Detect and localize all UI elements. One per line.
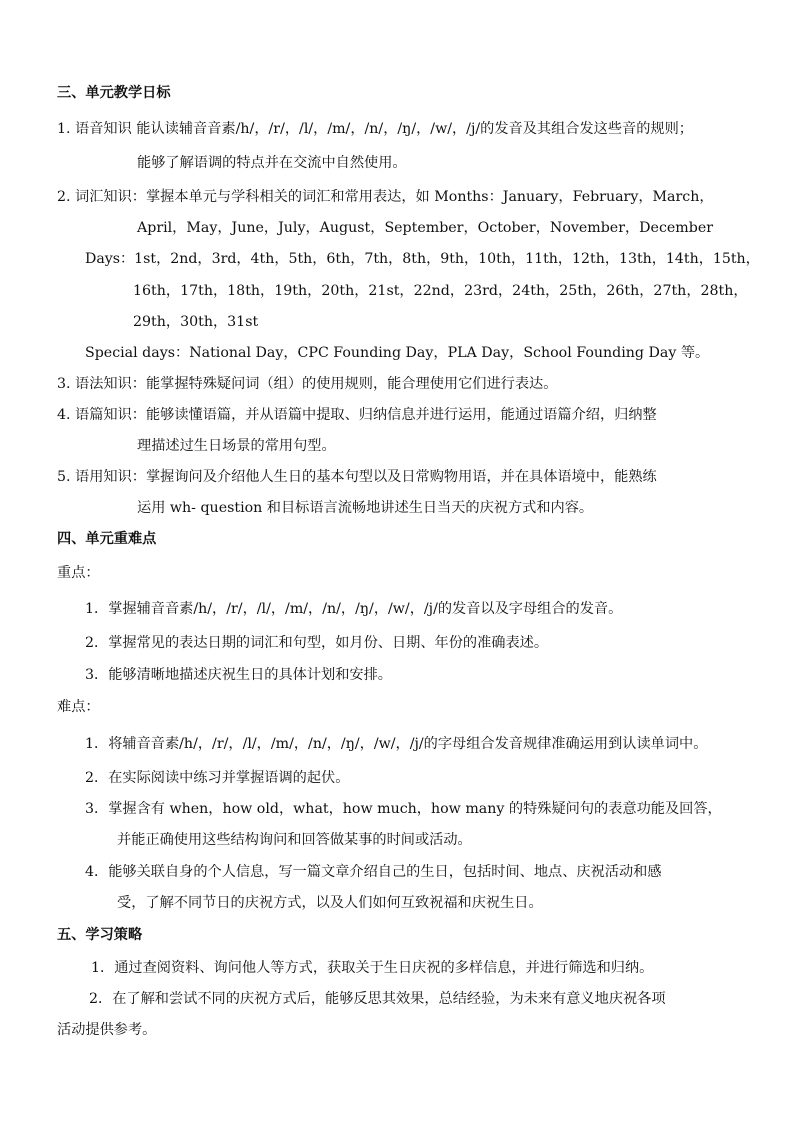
- objective-5-line-2: 运用 wh- question 和目标语言流畅地讲述生日当天的庆祝方式和内容。: [137, 500, 594, 516]
- strategy-2-line-2: 活动提供参考。: [57, 1022, 157, 1038]
- strategy-2-line-1: 2．在了解和尝试不同的庆祝方式后，能够反思其效果，总结经验，为未来有意义地庆祝各项: [89, 991, 666, 1007]
- objective-2-line-1: 2. 词汇知识：掌握本单元与学科相关的词汇和常用表达，如 Months：January，February，March，: [57, 189, 714, 205]
- objective-1-line-2: 能够了解语调的特点并在交流中自然使用。: [137, 155, 407, 171]
- section-4-title: 四、单元重难点: [57, 531, 157, 547]
- difficult-point-4-line-1: 4．能够关联自身的个人信息，写一篇文章介绍自己的生日，包括时间、地点、庆祝活动和感: [85, 864, 662, 880]
- key-point-1: 1．掌握辅音音素/h/，/r/，/l/，/m/，/n/，/ŋ/，/w/，/j/的发音以及字母组合的发音。: [85, 601, 623, 617]
- objective-1-line-1: 1. 语音知识 能认读辅音音素/h/，/r/，/l/，/m/，/n/，/ŋ/，/w/，/j/的发音及其组合发这些音的规则；: [57, 121, 693, 137]
- objective-2-line-6: Special days：National Day，CPC Founding Day，PLA Day，School Founding Day 等。: [85, 345, 710, 361]
- difficult-point-2-line-1: 2．在实际阅读中练习并掌握语调的起伏。: [85, 770, 350, 786]
- objective-4-line-1: 4. 语篇知识：能够读懂语篇，并从语篇中提取、归纳信息并进行运用，能通过语篇介绍，归纳整: [57, 407, 657, 423]
- objective-2-line-2: April，May，June，July，August，September，October，November，December: [137, 220, 714, 236]
- key-points-label: 重点：: [57, 565, 100, 581]
- objective-5-line-1: 5. 语用知识：掌握询问及介绍他人生日的基本句型以及日常购物用语，并在具体语境中，能熟练: [57, 469, 657, 485]
- difficult-point-3-line-1: 3．掌握含有 when，how old，what，how much，how many 的特殊疑问句的表意功能及回答，: [85, 801, 722, 817]
- difficult-point-4-line-2: 受，了解不同节日的庆祝方式，以及人们如何互致祝福和庆祝生日。: [117, 895, 543, 911]
- section-3-title: 三、单元教学日标: [57, 85, 171, 101]
- objective-2-line-3: Days：1st，2nd，3rd，4th，5th，6th，7th，8th，9th，10th，11th，12th，13th，14th，15th，: [85, 251, 760, 267]
- objective-3-line-1: 3. 语法知识：能掌握特殊疑问词（组）的使用规则，能合理使用它们进行表达。: [57, 376, 558, 392]
- objective-2-line-5: 29th，30th，31st: [133, 314, 259, 330]
- difficult-points-label: 难点：: [57, 699, 100, 715]
- section-5-title: 五、学习策略: [57, 927, 143, 943]
- key-point-3: 3．能够清晰地描述庆祝生日的具体计划和安排。: [85, 667, 392, 683]
- objective-2-line-4: 16th，17th，18th，19th，20th，21st，22nd，23rd，24th，25th，26th，27th，28th，: [133, 283, 748, 299]
- key-point-2: 2．掌握常见的表达日期的词汇和句型，如月份、日期、年份的准确表述。: [85, 635, 549, 651]
- objective-4-line-2: 理描述过生日场景的常用句型。: [137, 438, 336, 454]
- difficult-point-1-line-1: 1．将辅音音素/h/，/r/，/l/，/m/，/n/，/ŋ/，/w/，/j/的字母组合发音规律准确运用到认读单词中。: [85, 736, 708, 752]
- difficult-point-3-line-2: 并能正确使用这些结构询问和回答做某事的时间或活动。: [117, 832, 472, 848]
- strategy-1-line-1: 1．通过查阅资料、询问他人等方式，获取关于生日庆祝的多样信息，并进行筛选和归纳。: [91, 960, 654, 976]
